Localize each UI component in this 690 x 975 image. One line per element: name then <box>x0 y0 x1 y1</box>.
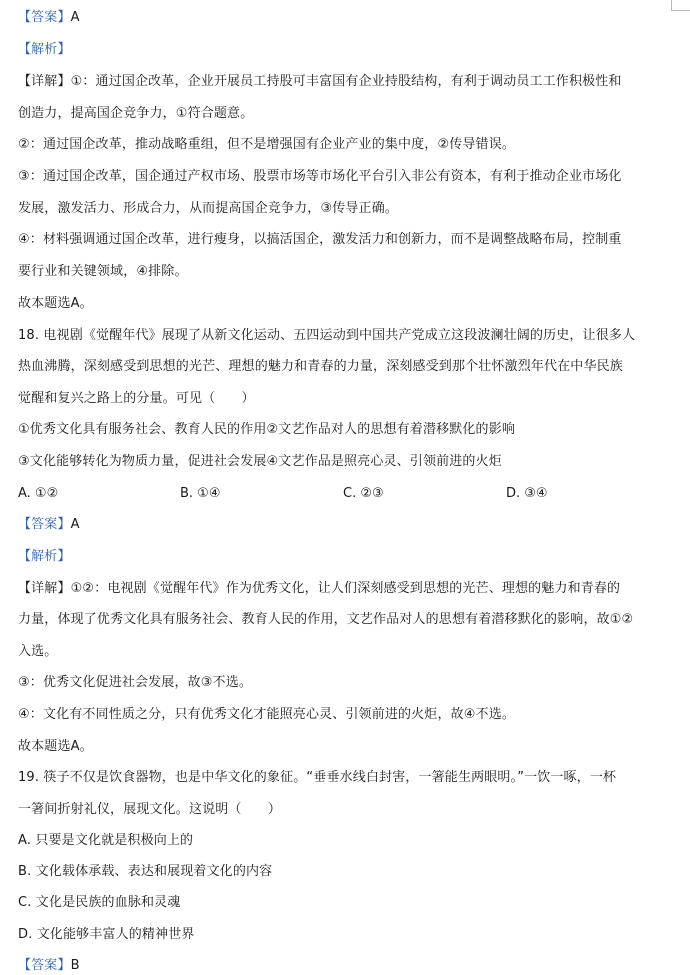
text-line: ④：文化有不同性质之分，只有优秀文化才能照亮心灵、引领前进的火炬，故④不选。 <box>18 707 516 722</box>
text-line: ③：优秀文化促进社会发展，故③不选。 <box>18 675 253 690</box>
text-line: D. 文化能够丰富人的精神世界 <box>18 927 195 942</box>
option-item: A. ①② <box>18 486 59 501</box>
text-line: 创造力，提高国企竞争力，①符合题意。 <box>18 106 254 121</box>
answer-value: A <box>70 517 80 532</box>
answer-label <box>18 10 80 26</box>
option-item: B. ①④ <box>180 486 221 501</box>
answer-tag: 【答案】 <box>18 958 71 973</box>
answer-tag: 【答案】 <box>18 10 71 25</box>
option-item: D. ③④ <box>506 486 548 501</box>
text-line: 【详解】①②：电视剧《觉醒年代》作为优秀文化，让人们深刻感受到思想的光芒、理想的魅力和青春的 <box>18 581 621 596</box>
text-line: C. 文化是民族的血脉和灵魂 <box>18 895 181 910</box>
text-line: B. 文化载体承载、表达和展现着文化的内容 <box>18 864 273 879</box>
text-line: 觉醒和复兴之路上的分量。可见（ ） <box>18 391 255 406</box>
text-line: ①优秀文化具有服务社会、教育人民的作用②文艺作品对人的思想有着潜移默化的影响 <box>18 422 516 437</box>
text-line: ②：通过国企改革，推动战略重组，但不是增强国有企业产业的集中度，②传导错误。 <box>18 137 516 152</box>
answer-label <box>18 958 80 974</box>
text-line: A. 只要是文化就是积极向上的 <box>18 833 194 848</box>
text-line: 18. 电视剧《觉醒年代》展现了从新文化运动、五四运动到中国共产党成立这段波澜壮阔的历史，让很多人 <box>18 328 636 343</box>
answer-tag: 【答案】 <box>18 517 71 532</box>
answer-value: A <box>70 10 80 25</box>
answer-label <box>18 517 80 533</box>
answer-value: B <box>70 958 80 973</box>
text-line: ③文化能够转化为物质力量，促进社会发展④文艺作品是照亮心灵、引领前进的火炬 <box>18 454 502 469</box>
text-line: 要行业和关键领域，④排除。 <box>18 264 188 279</box>
text-line: 故本题选A。 <box>18 296 93 311</box>
text-line: ④：材料强调通过国企改革，进行瘦身，以搞活国企，激发活力和创新力，而不是调整战略布局，控制重 <box>18 232 622 247</box>
text-line: 发展，激发活力、形成合力，从而提高国企竞争力，③传导正确。 <box>18 201 399 216</box>
text-line: 入选。 <box>18 644 58 659</box>
analysis-label: 【解析】 <box>18 549 71 564</box>
page-corner-mark <box>671 0 690 11</box>
text-line: 【详解】①：通过国企改革，企业开展员工持股可丰富国有企业持股结构，有利于调动员工工作积极性和 <box>18 74 622 89</box>
text-line: 19. 筷子不仅是饮食器物，也是中华文化的象征。“垂垂水线白封害，一箸能生两眼明。”一饮一啄，一杯 <box>18 770 617 785</box>
text-line: 力量，体现了优秀文化具有服务社会、教育人民的作用，文艺作品对人的思想有着潜移默化的影响，故①② <box>18 612 634 627</box>
option-item: C. ②③ <box>343 486 384 501</box>
text-line: ③：通过国企改革，国企通过产权市场、股票市场等市场化平台引入非公有资本，有利于推动企业市场化 <box>18 169 622 184</box>
options-row <box>18 486 638 502</box>
text-line: 故本题选A。 <box>18 739 93 754</box>
analysis-label: 【解析】 <box>18 42 71 57</box>
text-line: 一箸间折射礼仪，展现文化。这说明（ ） <box>18 802 282 817</box>
text-line: 热血沸腾，深刻感受到思想的光芒、理想的魅力和青春的力量，深刻感受到那个壮怀激烈年代在中华民族 <box>18 359 623 374</box>
